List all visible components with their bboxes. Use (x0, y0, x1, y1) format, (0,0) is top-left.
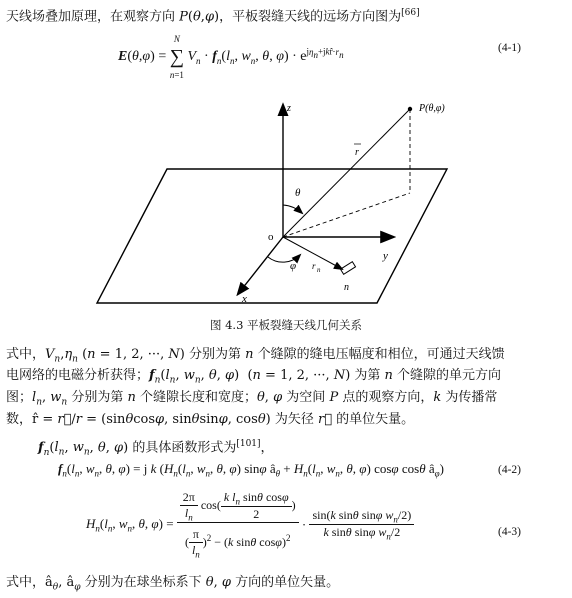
label-z: z (287, 103, 291, 114)
final-line: 式中，$â_\theta$, $â_\varphi$ 分别为在球坐标系下 θ, φ 方向的单位矢量。 (6, 575, 340, 593)
label-phi: φ (290, 260, 297, 272)
label-origin: o (268, 231, 274, 243)
slot (340, 262, 355, 275)
equation-4-1: E(θ,φ) = N ∑ n=1 $V_n \cdot f_n(l_n$, $w_n$, θ, $\varphi) \cdot e^{j\eta_n+jkr̂\cdot r_n}$ (118, 34, 344, 80)
label-x: x (242, 293, 247, 305)
x-axis (238, 237, 283, 294)
label-r: r (355, 147, 359, 158)
label-n: n (344, 282, 349, 293)
equation-number-4-3: (4-3) (498, 526, 521, 538)
r-vector (283, 109, 410, 237)
projection-ground (283, 193, 410, 237)
equation-number-4-1: (4-1) (498, 42, 521, 54)
equation-4-3: $H_n(l_n$, $w_n$, θ, φ) = $\frac{2\pi}{l_n}$ cos( $\frac{k l_n \sin\theta \cos\varphi}{2}$ ) ( $\frac{\pi}{l_n}$ )$^2$ − (k sinθ cosφ)$^2$ · $\frac{\sin(k \sin\theta \sin\varphi w_n/2)}{k \sin\theta \sin\varphi w_n/2}$ (86, 490, 414, 560)
para-line-1: 式中，$V_n,\eta_n$ (n = 1, 2, ···, N) 分别为第 n 个缝隙的缝电压幅度和相位，可通过天线馈 (6, 347, 505, 365)
label-rn: r (312, 261, 316, 271)
label-P: P(θ,φ) (419, 103, 445, 114)
equation-4-2: $f_n(l_n$, $w_n$, θ, φ) = j k ($H_n(l_n$, $w_n$, θ, φ) sinφ $â_\theta + H_n(l_n$, $w_n$, θ, φ) cosφ cosθ $â_\varphi$) (58, 461, 444, 479)
para-line-5: $f_n(l_n$, $w_n$, θ, φ) 的具体函数形式为[101]， (38, 439, 274, 458)
label-y: y (383, 250, 388, 262)
para-line-3: 图；$l_n$, $w_n$ 分别为第 n 个缝隙长度和宽度；θ, φ 为空间 P 点的观察方向，k 为传播常 (6, 390, 498, 408)
figure-caption: 图 4.3 平板裂缝天线几何关系 (209, 318, 363, 332)
equation-number-4-2: (4-2) (498, 464, 521, 476)
label-rn-sub: n (317, 266, 321, 274)
label-theta: θ (295, 187, 301, 199)
geometry-figure (0, 97, 572, 312)
intro-line: 天线场叠加原理，在观察方向 P(θ,φ)，平板裂缝天线的远场方向图为[66] (6, 8, 420, 25)
para-line-4: 数，r̂ = r⃗/r = (sinθcosφ, sinθsinφ, cosθ) 为矢径 r⃗ 的单位矢量。 (6, 412, 415, 427)
para-line-2: 电网络的电磁分析获得；$f_n(l_n$, $w_n$, θ, φ) (n = 1, 2, ···, N) 为第 n 个缝隙的单元方向 (6, 368, 502, 386)
theta-arc (283, 205, 302, 213)
